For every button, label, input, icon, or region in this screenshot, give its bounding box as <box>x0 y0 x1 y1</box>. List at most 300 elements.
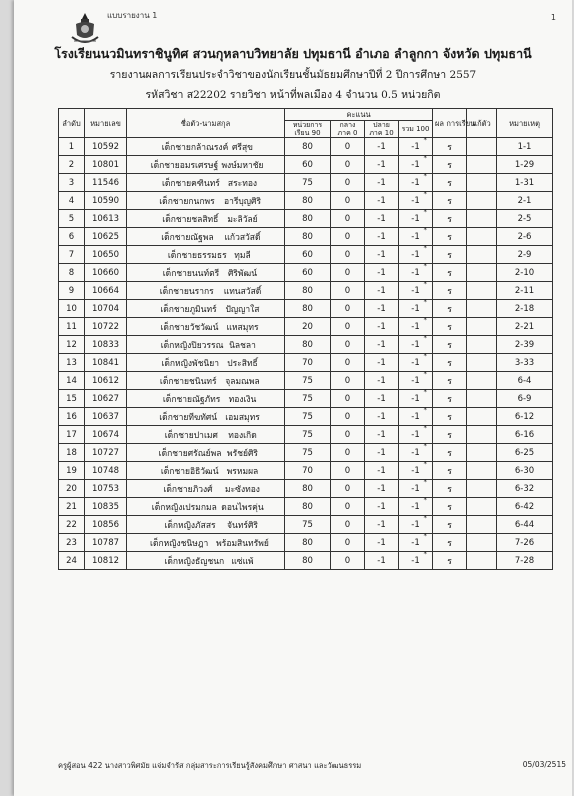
unit-score: 80 <box>285 282 331 300</box>
total-score: -1 * <box>399 300 433 318</box>
remedial-cell <box>467 246 497 264</box>
remedial-cell <box>467 354 497 372</box>
midterm-score: 0 <box>331 174 365 192</box>
result-grade: ร <box>433 264 467 282</box>
note-cell: 2-21 <box>497 318 553 336</box>
note-cell: 6-42 <box>497 498 553 516</box>
table-row <box>59 318 553 336</box>
student-name <box>127 408 285 426</box>
remedial-cell <box>467 282 497 300</box>
row-number: 19 <box>59 462 85 480</box>
result-grade: ร <box>433 228 467 246</box>
student-id: 10590 <box>85 192 127 210</box>
result-grade: ร <box>433 444 467 462</box>
final-score: -1 <box>365 300 399 318</box>
student-name <box>127 300 285 318</box>
note-cell: 6-4 <box>497 372 553 390</box>
last-name: แซ่แพ้ <box>231 556 254 567</box>
midterm-score: 0 <box>331 192 365 210</box>
final-score: -1 <box>365 444 399 462</box>
final-score: -1 <box>365 372 399 390</box>
student-id: 10801 <box>85 156 127 174</box>
total-score: -1 * <box>399 462 433 480</box>
first-name: เด็กชายภิวงศ์ <box>163 484 213 495</box>
header-result: ผล การเรียน <box>433 109 467 138</box>
midterm-score: 0 <box>331 264 365 282</box>
row-number: 15 <box>59 390 85 408</box>
row-number: 24 <box>59 552 85 570</box>
header-score-group: คะแนน <box>285 109 433 121</box>
student-id: 10722 <box>85 318 127 336</box>
note-cell: 3-33 <box>497 354 553 372</box>
result-grade: ร <box>433 426 467 444</box>
final-score: -1 <box>365 534 399 552</box>
student-name <box>127 318 285 336</box>
total-score: -1 * <box>399 498 433 516</box>
student-id: 11546 <box>85 174 127 192</box>
midterm-score: 0 <box>331 372 365 390</box>
unit-score: 75 <box>285 372 331 390</box>
student-id: 10841 <box>85 354 127 372</box>
result-grade: ร <box>433 390 467 408</box>
result-grade: ร <box>433 534 467 552</box>
student-name <box>127 534 285 552</box>
first-name: เด็กหญิงปิยวรรณ <box>160 340 224 351</box>
student-id: 10664 <box>85 282 127 300</box>
final-score: -1 <box>365 390 399 408</box>
unit-score: 70 <box>285 354 331 372</box>
row-number: 7 <box>59 246 85 264</box>
unit-score: 80 <box>285 300 331 318</box>
table-row <box>59 138 553 156</box>
result-grade: ร <box>433 336 467 354</box>
midterm-score: 0 <box>331 498 365 516</box>
row-number: 13 <box>59 354 85 372</box>
first-name: เด็กชายกนกพร <box>159 196 215 207</box>
midterm-score: 0 <box>331 354 365 372</box>
first-name: เด็กชายวัชวัฒน์ <box>160 322 219 333</box>
table-row <box>59 228 553 246</box>
table-row <box>59 210 553 228</box>
last-name: มะซังทอง <box>225 484 260 495</box>
result-grade: ร <box>433 498 467 516</box>
first-name: เด็กชายณัฐพล <box>161 232 214 243</box>
student-name <box>127 246 285 264</box>
remedial-cell <box>467 462 497 480</box>
note-cell: 7-28 <box>497 552 553 570</box>
unit-score: 80 <box>285 210 331 228</box>
remedial-cell <box>467 138 497 156</box>
remedial-cell <box>467 480 497 498</box>
student-id: 10592 <box>85 138 127 156</box>
unit-score: 80 <box>285 336 331 354</box>
last-name: แทนสวัสดิ์ <box>223 286 262 297</box>
table-row <box>59 264 553 282</box>
total-score: -1 * <box>399 480 433 498</box>
midterm-score: 0 <box>331 318 365 336</box>
midterm-score: 0 <box>331 156 365 174</box>
student-name <box>127 138 285 156</box>
final-score: -1 <box>365 174 399 192</box>
row-number: 2 <box>59 156 85 174</box>
doc-type-label: แบบรายงาน 1 <box>107 11 158 20</box>
table-row <box>59 426 553 444</box>
final-score: -1 <box>365 156 399 174</box>
unit-score: 80 <box>285 192 331 210</box>
first-name: เด็กชายนนท์ตรี <box>162 268 220 279</box>
unit-score: 75 <box>285 444 331 462</box>
result-grade: ร <box>433 462 467 480</box>
remedial-cell <box>467 498 497 516</box>
note-cell: 6-30 <box>497 462 553 480</box>
student-name <box>127 426 285 444</box>
row-number: 1 <box>59 138 85 156</box>
first-name: เด็กชายกล้าณรงค์ <box>161 142 229 153</box>
last-name: แหสมุทร <box>226 322 259 333</box>
last-name: จันทร์ศิริ <box>227 520 258 531</box>
last-name: ศรีสุข <box>232 142 253 153</box>
remedial-cell <box>467 336 497 354</box>
total-score: -1 * <box>399 426 433 444</box>
table-row <box>59 336 553 354</box>
student-name <box>127 480 285 498</box>
midterm-score: 0 <box>331 408 365 426</box>
total-score: -1 * <box>399 138 433 156</box>
remedial-cell <box>467 426 497 444</box>
student-name <box>127 228 285 246</box>
row-number: 10 <box>59 300 85 318</box>
note-cell: 1-1 <box>497 138 553 156</box>
midterm-score: 0 <box>331 210 365 228</box>
final-score: -1 <box>365 246 399 264</box>
total-score: -1 * <box>399 444 433 462</box>
total-score: -1 * <box>399 552 433 570</box>
last-name: ทองเงิน <box>228 394 257 405</box>
remedial-cell <box>467 156 497 174</box>
header-midterm: กลางภาค 0 <box>331 121 365 138</box>
table-row <box>59 246 553 264</box>
row-number: 23 <box>59 534 85 552</box>
row-number: 5 <box>59 210 85 228</box>
total-score: -1 * <box>399 174 433 192</box>
table-row <box>59 516 553 534</box>
final-score: -1 <box>365 336 399 354</box>
last-name: ศิริพัฒน์ <box>227 268 258 279</box>
header-total: รวม 100 <box>399 121 433 138</box>
student-name <box>127 156 285 174</box>
header-unit: หน่วยการเรียน 90 <box>285 121 331 138</box>
unit-score: 75 <box>285 426 331 444</box>
student-id: 10613 <box>85 210 127 228</box>
total-score: -1 * <box>399 282 433 300</box>
subject-title: รหัสวิชา ส22202 รายวิชา หน้าที่พลเมือง 4 จำนวน 0.5 หน่วยกิต <box>145 89 441 101</box>
final-score: -1 <box>365 516 399 534</box>
last-name: สระทอง <box>227 178 258 189</box>
final-score: -1 <box>365 498 399 516</box>
total-score: -1 * <box>399 534 433 552</box>
table-row <box>59 192 553 210</box>
last-name: นิลชลา <box>229 340 256 351</box>
first-name: เด็กชายอมรเศรษฐ์ <box>150 160 219 171</box>
note-cell: 7-26 <box>497 534 553 552</box>
first-name: เด็กหญิงธัญชนก <box>164 556 225 567</box>
final-score: -1 <box>365 138 399 156</box>
student-id: 10612 <box>85 372 127 390</box>
midterm-score: 0 <box>331 336 365 354</box>
unit-score: 80 <box>285 498 331 516</box>
total-score: -1 * <box>399 264 433 282</box>
note-cell: 2-39 <box>497 336 553 354</box>
row-number: 9 <box>59 282 85 300</box>
midterm-score: 0 <box>331 426 365 444</box>
result-grade: ร <box>433 210 467 228</box>
table-row <box>59 390 553 408</box>
first-name: เด็กหญิงชนิษฎา <box>150 538 209 549</box>
remedial-cell <box>467 318 497 336</box>
final-score: -1 <box>365 192 399 210</box>
table-row <box>59 282 553 300</box>
student-name <box>127 462 285 480</box>
last-name: ปัญญาใส <box>225 304 260 315</box>
remedial-cell <box>467 552 497 570</box>
last-name: ประสิทธิ์ <box>227 358 258 369</box>
unit-score: 70 <box>285 462 331 480</box>
midterm-score: 0 <box>331 462 365 480</box>
result-grade: ร <box>433 174 467 192</box>
first-name: เด็กหญิงพัชนิยา <box>161 358 219 369</box>
remedial-cell <box>467 210 497 228</box>
final-score: -1 <box>365 264 399 282</box>
final-score: -1 <box>365 354 399 372</box>
header-final: ปลายภาค 10 <box>365 121 399 138</box>
student-name <box>127 210 285 228</box>
remedial-cell <box>467 228 497 246</box>
first-name: เด็กหญิงภัสสร <box>164 520 216 531</box>
student-name <box>127 264 285 282</box>
last-name: เอมสมุทร <box>225 412 260 423</box>
header-remedial: แก้ตัว <box>467 109 497 138</box>
student-id: 10674 <box>85 426 127 444</box>
student-id: 10833 <box>85 336 127 354</box>
first-name: เด็กชายอิธิวัฒน์ <box>160 466 219 477</box>
first-name: เด็กชายปาเมศ <box>164 430 218 441</box>
first-name: เด็กชายนรากร <box>159 286 214 297</box>
last-name: แก้วสวัสดิ์ <box>224 232 261 243</box>
total-score: -1 * <box>399 516 433 534</box>
unit-score: 80 <box>285 138 331 156</box>
final-score: -1 <box>365 318 399 336</box>
total-score: -1 * <box>399 318 433 336</box>
unit-score: 75 <box>285 174 331 192</box>
unit-score: 75 <box>285 390 331 408</box>
student-name <box>127 354 285 372</box>
row-number: 22 <box>59 516 85 534</box>
unit-score: 80 <box>285 228 331 246</box>
student-name <box>127 372 285 390</box>
school-title: โรงเรียนนวมินทราชินูทิศ สวนกุหลาบวิทยาลัย ปทุมธานี อำเภอ ลำลูกกา จังหวัด ปทุมธานี <box>54 46 532 61</box>
result-grade: ร <box>433 318 467 336</box>
final-score: -1 <box>365 462 399 480</box>
last-name: ทองเกิด <box>228 430 257 441</box>
unit-score: 60 <box>285 264 331 282</box>
row-number: 17 <box>59 426 85 444</box>
student-id: 10727 <box>85 444 127 462</box>
midterm-score: 0 <box>331 228 365 246</box>
result-grade: ร <box>433 552 467 570</box>
student-id: 10753 <box>85 480 127 498</box>
result-grade: ร <box>433 300 467 318</box>
first-name: เด็กชายชนินทร์ <box>159 376 217 387</box>
first-name: เด็กชายทีฆทัศน์ <box>159 412 218 423</box>
remedial-cell <box>467 174 497 192</box>
remedial-cell <box>467 390 497 408</box>
result-grade: ร <box>433 408 467 426</box>
remedial-cell <box>467 408 497 426</box>
remedial-cell <box>467 192 497 210</box>
student-id: 10660 <box>85 264 127 282</box>
result-grade: ร <box>433 192 467 210</box>
midterm-score: 0 <box>331 390 365 408</box>
student-id: 10625 <box>85 228 127 246</box>
first-name: เด็กชายธรรมธร <box>167 250 227 261</box>
note-cell: 2-6 <box>497 228 553 246</box>
midterm-score: 0 <box>331 516 365 534</box>
unit-score: 75 <box>285 516 331 534</box>
remedial-cell <box>467 444 497 462</box>
result-grade: ร <box>433 372 467 390</box>
remedial-cell <box>467 516 497 534</box>
midterm-score: 0 <box>331 552 365 570</box>
print-date: 05/03/2515 <box>522 760 566 769</box>
note-cell: 2-1 <box>497 192 553 210</box>
student-name <box>127 444 285 462</box>
table-row <box>59 354 553 372</box>
school-emblem-icon <box>68 11 102 47</box>
note-cell: 2-9 <box>497 246 553 264</box>
last-name: พรหมผล <box>226 466 259 477</box>
header-note: หมายเหตุ <box>497 109 553 138</box>
student-id: 10704 <box>85 300 127 318</box>
midterm-score: 0 <box>331 444 365 462</box>
final-score: -1 <box>365 228 399 246</box>
student-name <box>127 336 285 354</box>
last-name: อารีบุญศิริ <box>223 196 262 207</box>
teacher-footer: ครูผู้สอน 422 นางสาวพิศมัย แจ่มจำรัส กลุ่มสาระการเรียนรู้สังคมศึกษา ศาสนา และวัฒนธรรม <box>58 761 362 770</box>
unit-score: 80 <box>285 480 331 498</box>
row-number: 8 <box>59 264 85 282</box>
last-name: ดอนไพรคุ่น <box>221 502 264 513</box>
result-grade: ร <box>433 156 467 174</box>
row-number: 4 <box>59 192 85 210</box>
note-cell: 2-18 <box>497 300 553 318</box>
table-row <box>59 174 553 192</box>
first-name: เด็กชายภูมินทร์ <box>160 304 217 315</box>
total-score: -1 * <box>399 228 433 246</box>
table-row <box>59 408 553 426</box>
table-row <box>59 444 553 462</box>
unit-score: 80 <box>285 552 331 570</box>
student-name <box>127 390 285 408</box>
student-name <box>127 498 285 516</box>
header-no: ลำดับ <box>59 109 85 138</box>
header-id: หมายเลข <box>85 109 127 138</box>
table-row <box>59 462 553 480</box>
result-grade: ร <box>433 282 467 300</box>
remedial-cell <box>467 300 497 318</box>
unit-score: 75 <box>285 408 331 426</box>
row-number: 6 <box>59 228 85 246</box>
table-row <box>59 156 553 174</box>
note-cell: 6-12 <box>497 408 553 426</box>
last-name: มะลิวัลย์ <box>227 214 258 225</box>
unit-score: 60 <box>285 246 331 264</box>
note-cell: 2-5 <box>497 210 553 228</box>
student-id: 10650 <box>85 246 127 264</box>
final-score: -1 <box>365 426 399 444</box>
row-number: 16 <box>59 408 85 426</box>
total-score: -1 * <box>399 156 433 174</box>
note-cell: 6-32 <box>497 480 553 498</box>
first-name: เด็กชายณัฐภัทร <box>162 394 221 405</box>
unit-score: 80 <box>285 534 331 552</box>
row-number: 11 <box>59 318 85 336</box>
total-score: -1 * <box>399 336 433 354</box>
row-number: 14 <box>59 372 85 390</box>
row-number: 3 <box>59 174 85 192</box>
result-grade: ร <box>433 246 467 264</box>
table-row <box>59 300 553 318</box>
header-name: ชื่อตัว-นามสกุล <box>127 109 285 138</box>
student-name <box>127 192 285 210</box>
result-grade: ร <box>433 516 467 534</box>
final-score: -1 <box>365 408 399 426</box>
note-cell: 6-9 <box>497 390 553 408</box>
student-id: 10748 <box>85 462 127 480</box>
student-id: 10787 <box>85 534 127 552</box>
row-number: 18 <box>59 444 85 462</box>
row-number: 12 <box>59 336 85 354</box>
total-score: -1 * <box>399 246 433 264</box>
last-name: ทุมลี <box>234 250 251 261</box>
result-grade: ร <box>433 138 467 156</box>
total-score: -1 * <box>399 408 433 426</box>
row-number: 21 <box>59 498 85 516</box>
note-cell: 6-16 <box>497 426 553 444</box>
last-name: จุลมณพล <box>225 376 260 387</box>
remedial-cell <box>467 534 497 552</box>
midterm-score: 0 <box>331 282 365 300</box>
note-cell: 6-25 <box>497 444 553 462</box>
final-score: -1 <box>365 480 399 498</box>
student-id: 10627 <box>85 390 127 408</box>
midterm-score: 0 <box>331 534 365 552</box>
total-score: -1 * <box>399 354 433 372</box>
student-name <box>127 516 285 534</box>
grade-table <box>58 108 553 570</box>
total-score: -1 * <box>399 192 433 210</box>
table-row <box>59 372 553 390</box>
midterm-score: 0 <box>331 246 365 264</box>
remedial-cell <box>467 264 497 282</box>
unit-score: 20 <box>285 318 331 336</box>
first-name: เด็กชายศรัณย์พล <box>158 448 222 459</box>
last-name: พร้อมสินทรัพย์ <box>216 538 269 549</box>
note-cell: 6-44 <box>497 516 553 534</box>
table-row <box>59 534 553 552</box>
midterm-score: 0 <box>331 138 365 156</box>
unit-score: 60 <box>285 156 331 174</box>
remedial-cell <box>467 372 497 390</box>
